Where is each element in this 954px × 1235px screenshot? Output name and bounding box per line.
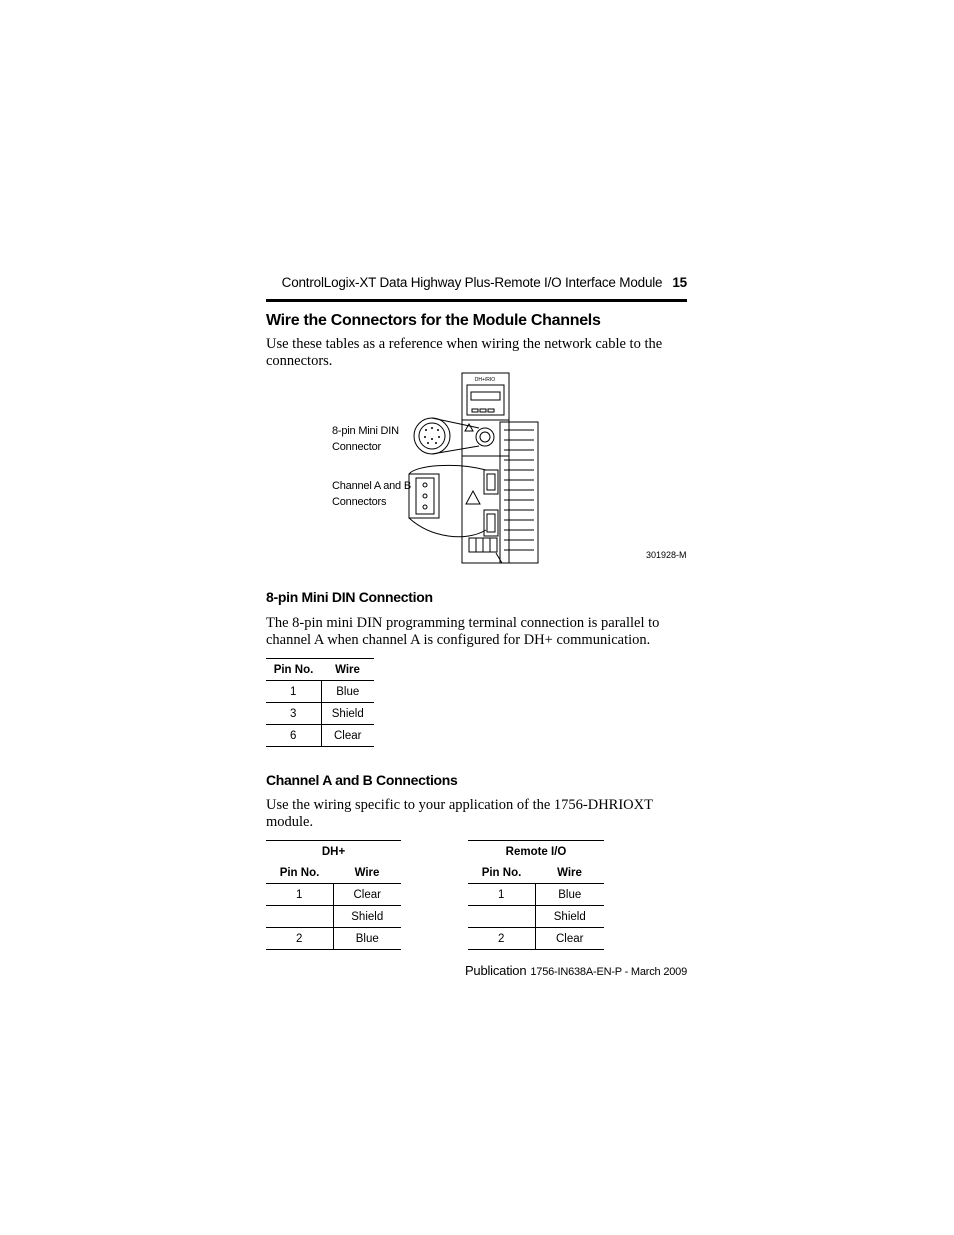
section-title: Wire the Connectors for the Module Channels [266, 312, 601, 329]
wire-cell: Clear [321, 725, 374, 747]
column-header-wire: Wire [557, 866, 582, 879]
wire-cell: Shield [321, 703, 374, 725]
pin-cell: 2 [266, 928, 333, 950]
remote-io-table-title: Remote I/O [468, 841, 604, 863]
column-header-pin: Pin No. [266, 659, 321, 681]
mini-din-table [266, 658, 374, 747]
channels-heading: Channel A and B Connections [266, 772, 458, 788]
column-header-wire: Wire [354, 866, 380, 879]
dh-plus-table-title: DH+ [266, 841, 401, 863]
publication-number: 1756-IN638A-EN-P - March 2009 [530, 966, 687, 978]
page-footer [266, 962, 687, 980]
table-row [266, 928, 401, 950]
footer-label: Publication [464, 963, 527, 978]
pin-cell: 1 [266, 681, 321, 703]
table-row [468, 928, 604, 950]
module-figure [266, 370, 687, 566]
page-number: 15 [672, 275, 687, 290]
table-row [266, 681, 374, 703]
column-header-wire: Wire [321, 659, 374, 681]
pin-cell: 1 [266, 884, 333, 906]
figure-id: 301928-M [646, 550, 687, 560]
module-drawing [266, 370, 687, 566]
wire-cell: Blue [333, 928, 401, 950]
running-header [266, 275, 687, 295]
pin-cell [468, 906, 535, 928]
pin-cell: 3 [266, 703, 321, 725]
pin-cell [266, 906, 333, 928]
wire-cell: Blue [321, 681, 374, 703]
pin-cell: 2 [468, 928, 535, 950]
module-display-label: DH+/RIO [474, 377, 496, 383]
table-row [266, 725, 374, 747]
table-row [468, 906, 604, 928]
pin-cell: 6 [266, 725, 321, 747]
table-row [266, 906, 401, 928]
mini-din-heading: 8-pin Mini DIN Connection [266, 589, 433, 605]
table-row [266, 703, 374, 725]
mini-din-callout: 8-pin Mini DIN Connector [332, 425, 399, 453]
channels-text: Use the wiring specific to your application of the 1756-DHRIOXT module. [266, 797, 653, 830]
wire-cell: Blue [535, 884, 604, 906]
table-row [468, 884, 604, 906]
wire-cell: Shield [535, 906, 604, 928]
column-header-pin: Pin No. [279, 866, 320, 879]
remote-io-table [468, 840, 604, 950]
channel-connectors-callout: Channel A and B Connectors [332, 480, 411, 508]
column-header-pin: Pin No. [481, 866, 522, 879]
dh-plus-table [266, 840, 401, 950]
pin-cell: 1 [468, 884, 535, 906]
table-row [266, 884, 401, 906]
header-rule [266, 299, 687, 302]
mini-din-text: The 8-pin mini DIN programming terminal connection is parallel to channel A when channel A is configured for DH+ communication. [266, 615, 660, 648]
wire-cell: Clear [333, 884, 401, 906]
wire-cell: Clear [535, 928, 604, 950]
wire-cell: Shield [333, 906, 401, 928]
running-title: ControlLogix-XT Data Highway Plus-Remote I/O Interface Module [281, 275, 663, 290]
section-intro: Use these tables as a reference when wiring the network cable to the connectors. [266, 336, 663, 369]
